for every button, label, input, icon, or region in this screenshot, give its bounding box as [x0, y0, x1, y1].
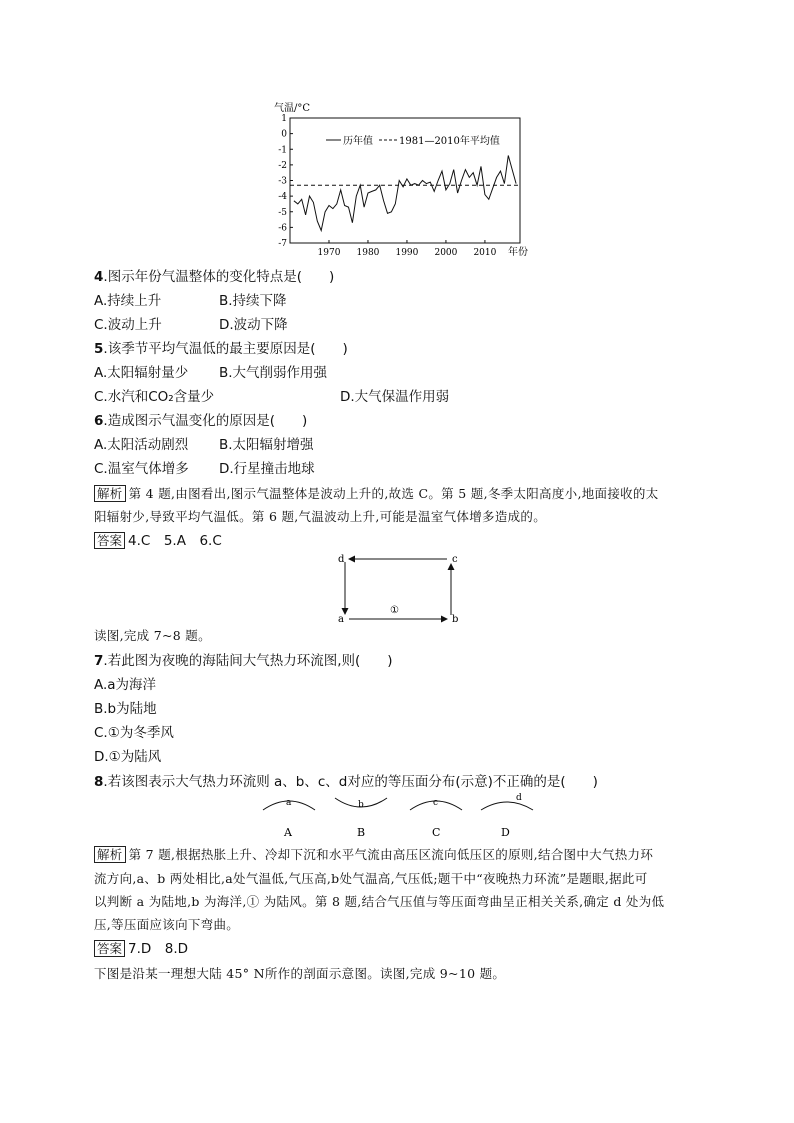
x-tick-label: 1970	[317, 248, 341, 258]
option-B-label[interactable]: B	[357, 826, 366, 839]
q4-option-b[interactable]: B.持续下降	[219, 293, 287, 309]
legend-solid-label: 历年值	[343, 136, 373, 147]
q4-stem: 4.图示年份气温整体的变化特点是( )	[94, 269, 335, 285]
q4-options-ab	[94, 292, 287, 310]
q6-stem: 6.造成图示气温变化的原因是( )	[94, 413, 308, 429]
q5-option-b[interactable]: B.大气削弱作用强	[219, 365, 328, 381]
q5-option-c[interactable]: C.水汽和CO₂含量少	[94, 389, 215, 405]
answer-2: 答案 7.D 8.D	[94, 940, 188, 958]
y-tick-label: -6	[278, 223, 287, 234]
label-c: c	[452, 554, 458, 565]
q5-options-cd	[94, 388, 449, 406]
x-tick-label: 1980	[356, 248, 380, 258]
q5-stem: 5.该季节平均气温低的最主要原因是( )	[94, 341, 348, 357]
y-tick-label: -7	[278, 239, 287, 249]
q4-option-a[interactable]: A.持续上升	[94, 293, 162, 309]
isobar-c-label: c	[433, 798, 439, 808]
chart-xlabel: 年份	[508, 247, 528, 258]
q6-option-a[interactable]: A.太阳活动剧烈	[94, 437, 189, 453]
q6-option-b[interactable]: B.太阳辐射增强	[219, 437, 314, 453]
explanation-2-line1: 解析 第 7 题,根据热胀上升、冷却下沉和水平气流由高压区流向低压区的原则,结合图中大气热力环	[94, 846, 653, 864]
q7-option-b[interactable]: B.b为陆地	[94, 701, 157, 717]
x-tick-label: 2000	[434, 248, 458, 258]
q4-option-c[interactable]: C.波动上升	[94, 317, 162, 333]
label-d: d	[338, 554, 345, 565]
label-a: a	[338, 614, 344, 625]
explanation-tag-2: 解析	[94, 846, 126, 863]
circulation-diagram	[335, 548, 460, 628]
q4-option-d[interactable]: D.波动下降	[219, 317, 288, 333]
option-A-label[interactable]: A	[284, 826, 292, 839]
isobar-options	[255, 790, 545, 842]
q6-options-cd	[94, 460, 315, 478]
isobar-d-curve	[481, 802, 533, 810]
x-tick-label: 2010	[473, 248, 497, 258]
intro-9-10: 下图是沿某一理想大陆 45° N所作的剖面示意图。读图,完成 9~10 题。	[94, 966, 506, 981]
q6-option-c[interactable]: C.温室气体增多	[94, 461, 189, 477]
y-tick-label: 0	[281, 129, 287, 140]
answer-1: 答案 4.C 5.A 6.C	[94, 532, 222, 550]
legend-dashed-label: 1981—2010年平均值	[399, 136, 500, 147]
y-tick-label: 1	[281, 114, 287, 124]
y-tick-label: -3	[278, 176, 287, 187]
isobar-d-label: d	[516, 793, 522, 803]
q7-stem: 7.若此图为夜晚的海陆间大气热力环流图,则( )	[94, 653, 393, 669]
label-b: b	[452, 614, 459, 625]
option-D-label[interactable]: D	[501, 826, 510, 839]
q5-option-a[interactable]: A.太阳辐射量少	[94, 365, 189, 381]
explanation-1-line1: 解析 第 4 题,由图看出,图示气温整体是波动上升的,故选 C。第 5 题,冬季太阳高度小,地面接收的太	[94, 485, 659, 503]
y-tick-label: -1	[278, 145, 287, 156]
q7-option-d[interactable]: D.①为陆风	[94, 749, 162, 765]
q6-option-d[interactable]: D.行星撞击地球	[219, 461, 315, 477]
q6-options-ab	[94, 436, 314, 454]
option-C-label[interactable]: C	[432, 826, 441, 839]
q8-stem: 8.若该图表示大气热力环流则 a、b、c、d对应的等压面分布(示意)不正确的是( )	[94, 774, 598, 790]
answer-tag-2: 答案	[94, 940, 125, 957]
y-tick-label: -2	[278, 160, 287, 171]
explanation-2-line3: 以判断 a 为陆地,b 为海洋,① 为陆风。第 8 题,结合气压值与等压面弯曲呈正相关关系,确定 d 处为低	[94, 894, 665, 909]
chart-series-line	[294, 156, 516, 231]
q4-options-cd	[94, 316, 288, 334]
isobar-b-label: b	[358, 800, 364, 810]
chart-ylabel: 气温/°C	[274, 103, 311, 114]
isobar-a-label: a	[286, 798, 292, 808]
intro-7-8: 读图,完成 7~8 题。	[94, 628, 211, 643]
answer-tag: 答案	[94, 532, 125, 549]
explanation-tag: 解析	[94, 485, 126, 502]
chart-legend	[326, 134, 500, 147]
q5-options-ab	[94, 364, 327, 382]
q7-option-c[interactable]: C.①为冬季风	[94, 725, 174, 741]
y-tick-label: -4	[278, 192, 287, 203]
explanation-2-line2: 流方向,a、b 两处相比,a处气温低,气压高,b处气温高,气压低;题干中“夜晚热力环流”是题眼,据此可	[94, 871, 648, 886]
y-tick-label: -5	[278, 207, 287, 218]
q7-option-a[interactable]: A.a为海洋	[94, 677, 157, 693]
q5-option-d[interactable]: D.大气保温作用弱	[340, 389, 450, 405]
temperature-chart	[270, 98, 540, 260]
explanation-1-line2: 阳辐射少,导致平均气温低。第 6 题,气温波动上升,可能是温室气体增多造成的。	[94, 509, 547, 524]
explanation-2-line4: 压,等压面应该向下弯曲。	[94, 917, 240, 932]
x-tick-label: 1990	[395, 248, 419, 258]
label-circle-1: ①	[390, 605, 399, 616]
